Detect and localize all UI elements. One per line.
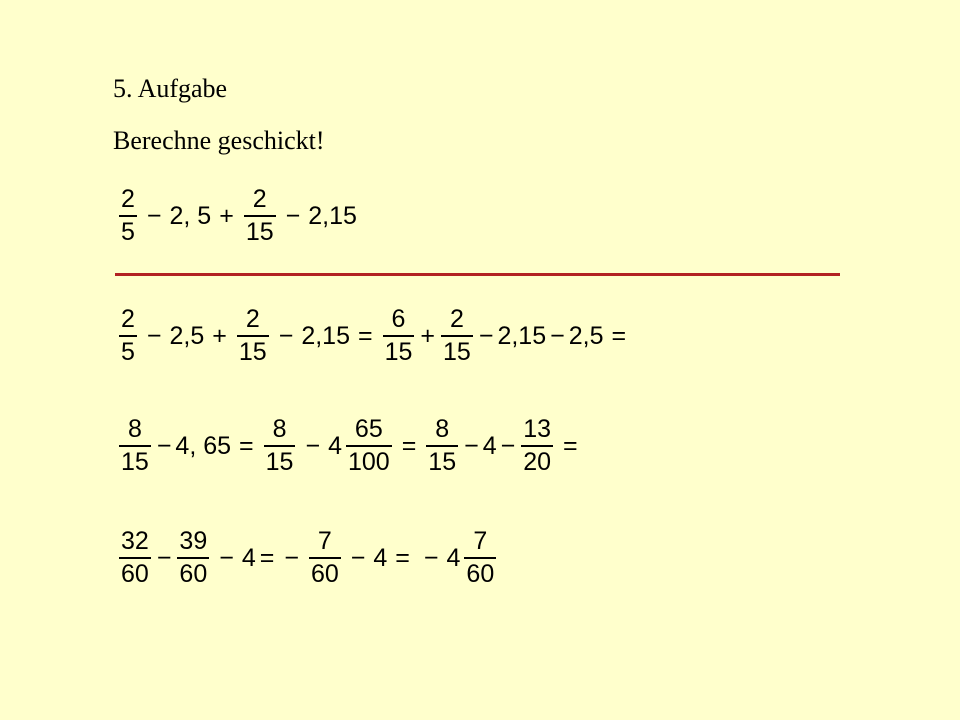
fraction-numerator: 6 — [391, 305, 406, 333]
math-operator: + — [420, 321, 436, 350]
fraction-denominator: 5 — [119, 215, 137, 245]
fraction-denominator: 20 — [521, 445, 553, 475]
fraction — [441, 307, 473, 365]
solution-step-2 — [116, 410, 585, 482]
math-number: 2, 5 — [169, 201, 212, 230]
fraction-numerator: 8 — [272, 415, 287, 443]
fraction-denominator: 60 — [464, 557, 496, 587]
math-operator: − — [285, 201, 301, 230]
math-operator: − — [478, 321, 494, 350]
exercise-title: 5. Aufgabe — [113, 74, 228, 103]
fraction-numerator: 2 — [121, 185, 135, 213]
math-number: 4 — [328, 431, 342, 460]
fraction — [119, 529, 151, 587]
fraction-numerator: 32 — [121, 527, 149, 555]
fraction-numerator: 2 — [252, 185, 267, 213]
math-number: 2,15 — [497, 321, 547, 350]
math-operator: − — [350, 543, 366, 572]
math-operator: = — [357, 321, 373, 350]
math-operator: = — [259, 543, 275, 572]
math-operator: + — [212, 321, 227, 350]
fraction — [426, 417, 458, 475]
fraction-denominator: 15 — [426, 445, 458, 475]
math-operator: = — [401, 431, 417, 460]
math-operator: − — [146, 321, 162, 350]
fraction-denominator: 15 — [237, 335, 269, 365]
fraction-denominator: 15 — [244, 215, 276, 245]
fraction-denominator: 15 — [441, 335, 473, 365]
fraction-numerator: 8 — [435, 415, 450, 443]
math-number: 2,15 — [308, 201, 357, 230]
fraction-numerator: 2 — [245, 305, 260, 333]
math-operator: − — [550, 321, 565, 350]
fraction-numerator: 13 — [523, 415, 552, 443]
fraction — [309, 529, 341, 587]
fraction-denominator: 15 — [119, 445, 151, 475]
fraction — [383, 307, 415, 365]
fraction-denominator: 60 — [309, 557, 341, 587]
fraction-denominator: 60 — [119, 557, 151, 587]
fraction — [177, 529, 209, 587]
fraction — [464, 529, 496, 587]
math-operator: = — [563, 431, 578, 460]
fraction-denominator: 60 — [177, 557, 209, 587]
math-operator: − — [146, 201, 162, 230]
math-number: 2,5 — [169, 321, 205, 350]
fraction — [244, 187, 276, 245]
math-number: 4 — [482, 431, 497, 460]
math-operator: − — [305, 431, 321, 460]
math-operator: − — [423, 543, 439, 572]
fraction-numerator: 7 — [317, 527, 332, 555]
fraction-denominator: 15 — [383, 335, 415, 365]
fraction — [119, 417, 151, 475]
math-operator: − — [284, 543, 299, 572]
fraction — [119, 187, 137, 245]
fraction — [237, 307, 269, 365]
fraction — [346, 417, 392, 475]
math-operator: = — [239, 431, 254, 460]
math-operator: − — [464, 431, 479, 460]
fraction-numerator: 39 — [179, 527, 208, 555]
fraction — [264, 417, 296, 475]
fraction-denominator: 100 — [346, 445, 392, 475]
math-number: 4 — [241, 543, 256, 572]
fraction-numerator: 8 — [127, 415, 142, 443]
math-operator: − — [219, 543, 234, 572]
math-operator: − — [500, 431, 516, 460]
separator-line — [115, 273, 840, 276]
problem-expression — [116, 180, 358, 252]
fraction-denominator: 5 — [119, 335, 137, 365]
math-operator: = — [611, 321, 627, 350]
math-operator: − — [156, 431, 172, 460]
fraction — [119, 307, 137, 365]
solution-step-1 — [116, 300, 633, 372]
fraction-numerator: 2 — [449, 305, 464, 333]
math-operator: = — [395, 543, 410, 572]
math-operator: + — [219, 201, 234, 230]
math-operator: − — [278, 321, 294, 350]
fraction-numerator: 7 — [473, 527, 488, 555]
fraction — [521, 417, 553, 475]
solution-step-3 — [116, 522, 499, 594]
math-number: 4 — [373, 543, 388, 572]
math-operator: − — [156, 543, 172, 572]
math-number: 2,5 — [568, 321, 604, 350]
fraction-numerator: 2 — [121, 305, 135, 333]
fraction-denominator: 15 — [264, 445, 296, 475]
exercise-instruction: Berechne geschickt! — [113, 126, 325, 155]
fraction-numerator: 65 — [354, 415, 383, 443]
math-number: 4 — [446, 543, 461, 572]
math-number: 2,15 — [301, 321, 350, 350]
math-number: 4, 65 — [175, 431, 232, 460]
